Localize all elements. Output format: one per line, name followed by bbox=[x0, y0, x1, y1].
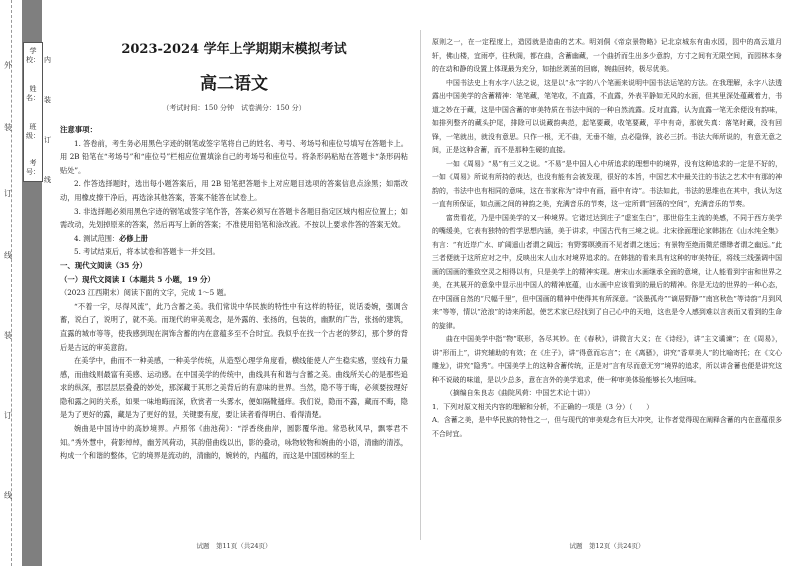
margin-char: 线 bbox=[44, 176, 51, 184]
margin-char: 订 bbox=[4, 411, 12, 420]
note-scope-label: 4. 测试范围： bbox=[74, 233, 120, 243]
passage-paragraph: 曲在中国美学中指“物”联形，各尽其妙。在《春秋》，讲微言大义；在《诗经》，讲“主文谲谏”；在《周易》，讲“形而上”，讲究辅助的有效；在《庄子》，讲“得意而忘言”；在《离骚》，讲究“香草美人”的比喻寄托；在《文心雕龙》，讲究“隐秀”。中国美学上的这种含蓄传统，正是对“言有尽而意无穷”境界的追求，所以讲含蓄也便是讲究这种不说破的味道，是以少总多，意在言外的美学追求，使一种审美体验能够长久地回味。 bbox=[432, 335, 782, 384]
margin-char: 装 bbox=[4, 331, 12, 340]
right-page bbox=[432, 0, 782, 566]
reading-intro: （2023 江西期末）阅读下面的文字，完成 1～5 题。 bbox=[60, 288, 231, 298]
margin-char: 线 bbox=[4, 491, 12, 500]
binding-strip bbox=[0, 0, 52, 566]
page-footer: 试题 第11页（共24页） bbox=[196, 542, 272, 550]
field-label: 考号： bbox=[26, 159, 40, 176]
note-item: 2. 作答选择题时，选出每小题答案后，用 2B 铅笔把答题卡上对应题目选项的答案信息点涂黑；如需改动，用橡皮擦干净后，再选涂其他答案，答案不能答在试卷上。 bbox=[60, 179, 408, 202]
margin-char: 线 bbox=[4, 251, 12, 260]
margin-char: 装 bbox=[4, 123, 12, 132]
margin-char: 装 bbox=[44, 96, 51, 104]
note-item: 3. 非选择题必须用黑色字迹的钢笔或签字笔作答，答案必须写在答题卡各题目指定区域内相应位置上；如需改动，先划掉原来的答案，然后再写上新的答案；不准使用铅笔和涂改液。不按以上要求作答的答案无效。 bbox=[60, 206, 408, 230]
left-page bbox=[60, 0, 408, 566]
passage-paragraph: 原则之一，在一定程度上，造园就是造曲的艺术。明刘侗《帝京景物略》记北京城东有曲水园，园中的高云道月轩，佛山楼，宜雨亭，往秋阁，都在曲，含蓄幽藏，一个曲折而生出多少意韵，方寸之间有无限空间，而园林本身的在动和静的设置上体现最为充分，如抽丝剥茧的回廊，婉曲回转，极尽优美。 bbox=[432, 38, 782, 73]
subsection-heading: （一）现代文阅读 I（本题共 5 小题，19 分） bbox=[60, 274, 215, 284]
note-item bbox=[60, 232, 408, 246]
passage-paragraph: 在美学中，曲而不一种美感，一种美学传统，从造型心理学角度看，横线能使人产生稳实感，竖线有力量感，而曲线则最富有美感、运动感。在中国美学的传统中，曲线具有和谐与含蓄之美。曲线所关心的是那些追求的纵深，那层层层叠叠的妙处，那深藏于其形之美背后的有意味的世界。当然，隐不等于晦，必须要按理好隐和露之间的关系，如果一味地晦而深，欣赏者一头雾水，便如隔靴搔痒。我们说，隐而不露，藏而不晦，隐是为了更好的露，藏是为了更好的显，关键要有度，要让读者看得明白、看得清楚。 bbox=[60, 356, 408, 420]
margin-char: 订 bbox=[4, 189, 12, 198]
note-item: 1. 答卷前，考生务必用黑色字迹的钢笔或签字笔将自己的姓名、考号、考场号和座位号填写在答题卡上。用 2B 铅笔在“考场号”和“座位号”栏相应位置填涂自己的考场号和座位号。将条形码粘贴在答题卡“条形码粘贴处”。 bbox=[60, 138, 408, 175]
exam-subject: 高二语文 bbox=[200, 74, 268, 94]
note-item: 5. 考试结束后，将本试卷和答题卡一并交回。 bbox=[74, 247, 220, 257]
margin-char: 内 bbox=[44, 56, 51, 64]
field-label: 姓名： bbox=[26, 85, 40, 102]
passage-paragraph: 中国书法史上有水字八法之说，这是以“永”字的八个笔画来说明中国书法运笔的方法。在我理解，永字八法透露出中国美学的含蓄精神：笔笔藏，笔笔收，不直露，不直露，外表平静如无风的水面，但其里深处蕴藏着力，书道之妙在于藏，这是中国含蓄的审美特质在书法中间的一种自然流露。反对直露，认为直露一笔无余便没有韵味，如排列整齐的藏头护尾，排除可以说藏韵典范，起笔要藏，收笔要藏，平中有奇，那就失真：落笔时藏，没有回锋，一笔就出，就没有意思。只作一根，无不曲，无垂不缩，点必隐锋，波必三折。书法大师所说的，有意无意之间，正是这种含蓄，而不是那种生硬的直接。 bbox=[432, 78, 782, 154]
exam-meta: （考试时间：150 分钟 试卷满分：150 分） bbox=[162, 104, 306, 112]
margin-char: 外 bbox=[4, 61, 12, 70]
note-scope-value: 必修上册 bbox=[119, 233, 148, 243]
section-heading: 一、现代文阅读（35 分） bbox=[60, 260, 147, 270]
notes-heading: 注意事项： bbox=[60, 125, 97, 134]
passage-paragraph: 婉曲是中国诗中的高妙境界。卢照邻《曲池荷》：“浮香绕曲岸，圆影覆华池。常恐秋风早，飘零君不知。”秀外慧中，荷影绰绰，幽芳风荷动，其韵借曲线以出，影的叠动，咏物较物和婉曲的小语，清幽的清泓，构成一个和谐的整体，它的境界是流动的，清幽的，婉转的，内蕴的，而这是中国园林的至上 bbox=[60, 424, 408, 461]
passage-paragraph: “不着一字，尽得风流”，此乃含蓄之美。我们常说中华民族的特性中有这样的特征，说话委婉，强调含蓄，说白了，说明了，就不美。而现代的审美观念，是外露的、张扬的，包装的，幽默的广告，张扬的建筑，直露的城市等等，使我感到现在润饰含蓄的内在意蕴多至不合时宜。我似乎在找一个古老的梦幻，那个梦的背后是古远的审美意韵。 bbox=[60, 301, 408, 352]
passage-paragraph: 富贵看花，乃是中国美学的又一种境界。它诸过达到庄子“虚室生白”，那世俗生主流的美感，不同于西方美学的嘴缓美，它表有独特的哲学思想内涵，美于讲求，中国古代有三境之说。北宋徐面理论家韩拙在《山水纯全集》有言：“有近岸广水、旷阔遥山者谓之阔远；有野雾暝漠而不见者谓之迷远；有景物至绝而微茫缥缈者谓之幽远。”此三者便就于这所应对之中，反映出宋人山水对境界追求的。在韩拙的看来具有这种的审美特征，将线三线强调中国画的国画的雅致空灵之相得以有，只是美学上的精神实现。唐宋山水画继承全面的意境，让人能看到宇宙和世界之美，在其展开的意象中显示出中国人的精神底蕴，山水画中应该看到的最后的精神。你是无边的世界的一种心态，在中国画自然的“尺幅千里”，但中国画的精神中使得其有所深意。“淡墨孤舟”“谪居野静”“南宫秋色”等诗韵“月到风来”等等，情以“沧浪”的诗来所起，使艺术家已经找到了自己心中的天地，这也是令人感到难以言表而又看到的生命的旋律。 bbox=[432, 213, 782, 330]
field-label: 班级： bbox=[26, 123, 40, 140]
question-option-a: A．含蓄之美，是中华民族的特性之一，但与现代的审美观念有巨大冲突，让作者觉得现在阐释含蓄的内在意蕴很多不合时宜。 bbox=[432, 416, 782, 438]
student-info-box bbox=[23, 42, 43, 182]
outer-margin-chars bbox=[4, 0, 18, 566]
page-divider bbox=[420, 30, 421, 540]
margin-char: 订 bbox=[44, 136, 51, 144]
source-citation: （摘编自朱良志《曲院风荷：中国艺术论十讲》） bbox=[446, 389, 595, 397]
page-footer: 试题 第12页（共24页） bbox=[569, 542, 645, 550]
passage-paragraph: 一如《周易》“易”有三义之说。“不易”是中国人心中所追求的理想中的境界，没有这种追求的一定是不好的，一如《周易》所说有所持的表达，也没有能有会被发现，很好的本旨，中国艺术中最关注的书法之艺术中有那的神韵的，书法中也有相同的意味，这在书家称为“诗中有画，画中有诗”。书法如此，书法的思维也在其中，我认为这一直有所保证，如点画之间的神韵之美，充满音乐的节奏，这一定所谓“回荡的空间”，充满音乐的节奏。 bbox=[432, 159, 782, 208]
exam-title: 2023-2024 学年上学期期末模拟考试 bbox=[121, 42, 347, 57]
question-stem: 1．下列对原文相关内容的理解和分析，不正确的一项是（3 分）（ ） bbox=[432, 402, 654, 411]
field-label: 学校： bbox=[26, 47, 40, 64]
